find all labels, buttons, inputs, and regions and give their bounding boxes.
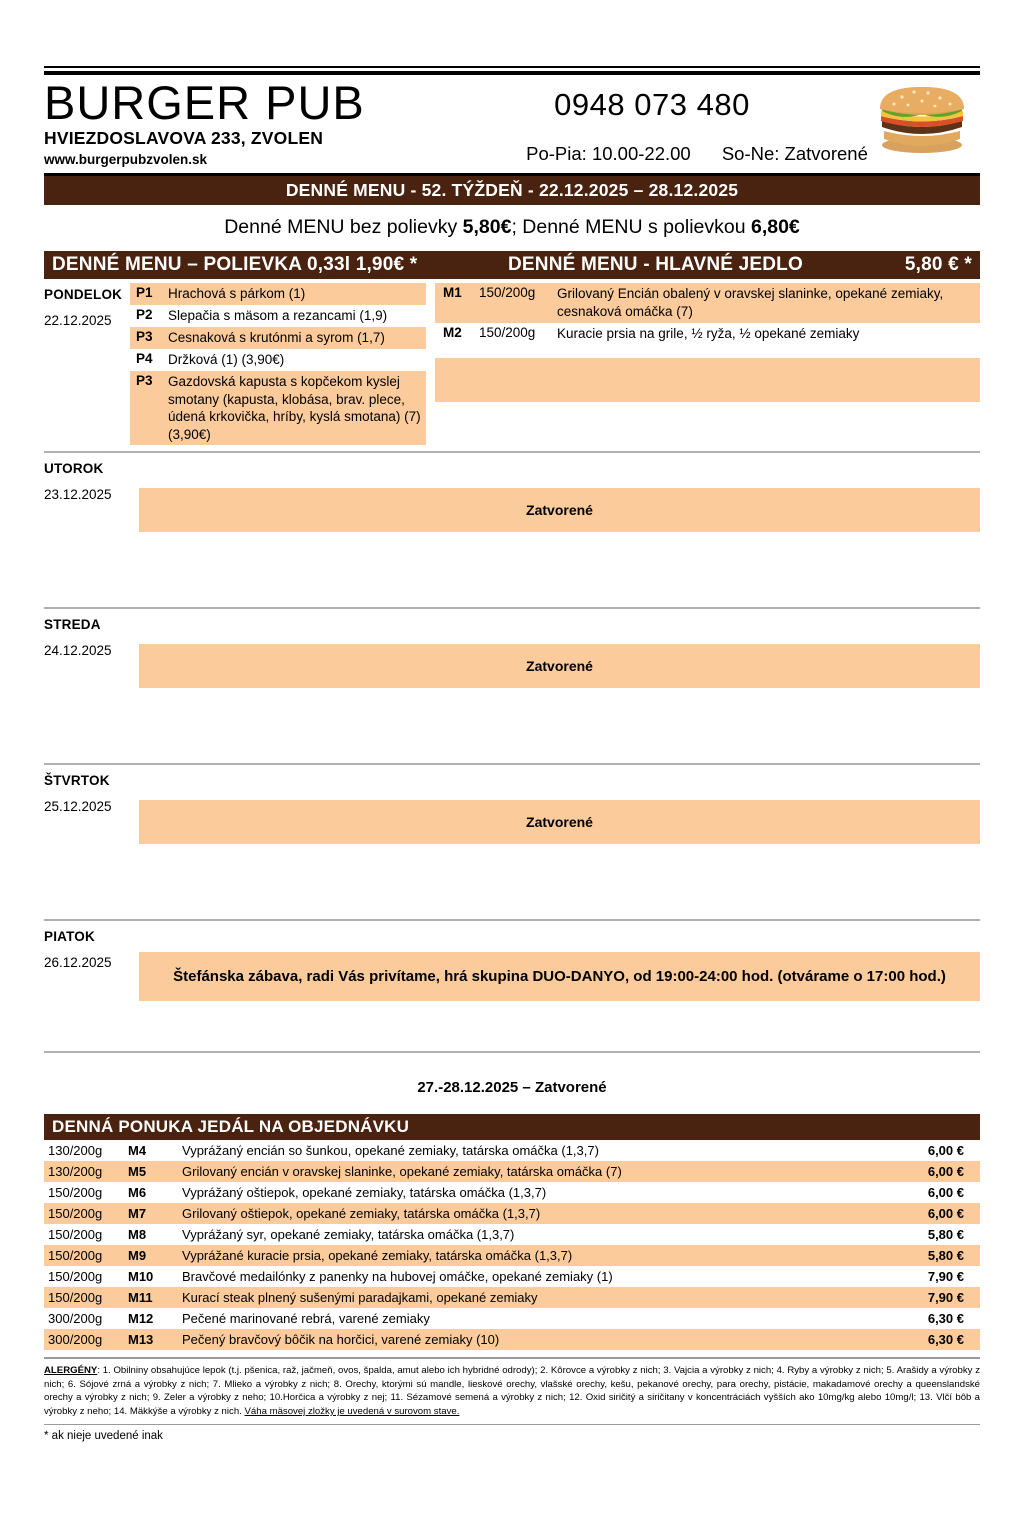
day-name: PONDELOK: [44, 287, 123, 302]
column-header-main-price: 5,80 € *: [904, 254, 972, 275]
row-desc: Pečený bravčový bôčik na horčici, varené zemiaky (10): [182, 1332, 500, 1348]
hours-weekday: Po-Pia: 10.00-22.00: [526, 143, 691, 164]
day-date: 23.12.2025: [44, 487, 112, 503]
main-row: [435, 323, 980, 345]
table-row: [44, 1182, 980, 1203]
table-row: [44, 1287, 980, 1308]
day-block-piatok: [44, 921, 980, 1045]
brand-block: [44, 76, 444, 167]
row-desc: Grilovaný oštiepok, opekané zemiaky, tatárska omáčka (1,3,7): [182, 1206, 541, 1222]
row-desc: Pečené marinované rebrá, varené zemiaky: [182, 1311, 430, 1327]
table-row: [44, 1245, 980, 1266]
soup-name: Držková (1) (3,90€): [168, 352, 285, 367]
contact-block: [444, 79, 980, 165]
soup-code: P3: [136, 329, 153, 344]
soup-code: P4: [136, 351, 153, 366]
soup-row: [130, 371, 426, 445]
main-desc: Grilovaný Encián obalený v oravskej slaninke, opekané zemiaky, cesnaková omáčka (7): [557, 286, 944, 320]
closed-band: Zatvorené: [139, 488, 980, 532]
row-price: 6,00 €: [927, 1143, 964, 1159]
soup-name: Gazdovská kapusta s kopčekom kyslej smotany (kapusta, klobása, brav. plece, údená krkovička, hríby, kyslá smotana) (7) (3,90€): [168, 374, 421, 442]
day-name: UTOROK: [44, 461, 104, 477]
table-row: [44, 1161, 980, 1182]
row-weight: 300/200g: [48, 1311, 103, 1327]
allergen-text: [44, 1359, 980, 1418]
row-code: M13: [128, 1332, 154, 1348]
soup-row: [130, 349, 426, 371]
row-desc: Vyprážané kuracie prsia, opekané zemiaky, tatárska omáčka (1,3,7): [182, 1248, 573, 1264]
row-code: M9: [128, 1248, 147, 1264]
soup-name: Hrachová s párkom (1): [168, 286, 306, 301]
main-code: M1: [443, 285, 462, 300]
order-menu-table: [44, 1140, 980, 1350]
day-name: ŠTVRTOK: [44, 773, 110, 789]
soup-name: Slepačia s mäsom a rezancami (1,9): [168, 308, 388, 323]
day-label-stvrtok: [44, 769, 130, 913]
row-price: 6,00 €: [927, 1164, 964, 1180]
row-desc: Grilovaný encián v oravskej slaninke, opekané zemiaky, tatárska omáčka (7): [182, 1164, 622, 1180]
row-code: M7: [128, 1206, 147, 1222]
table-row: [44, 1266, 980, 1287]
table-row: [44, 1329, 980, 1350]
burger-icon: [868, 81, 976, 155]
brand-website: www.burgerpubzvolen.sk: [44, 152, 208, 167]
row-code: M4: [128, 1143, 147, 1159]
day-name: PIATOK: [44, 929, 95, 945]
price-with-soup: 6,80€: [750, 216, 800, 238]
row-weight: 150/200g: [48, 1290, 103, 1306]
row-weight: 300/200g: [48, 1332, 103, 1348]
day-date: 22.12.2025: [44, 313, 112, 328]
day-label-utorok: [44, 457, 130, 601]
row-weight: 150/200g: [48, 1206, 103, 1222]
closed-band: Zatvorené: [139, 800, 980, 844]
day-name: STREDA: [44, 617, 101, 633]
main-code: M2: [443, 325, 462, 341]
row-desc: Bravčové medailónky z panenky na hubovej omáčke, opekané zemiaky (1): [182, 1269, 613, 1285]
row-desc: Kurací steak plnený sušenými paradajkami, opekané zemiaky: [182, 1290, 538, 1306]
soup-column-pondelok: [130, 283, 426, 445]
day-label-pondelok: [44, 283, 130, 445]
table-row: [44, 1140, 980, 1161]
row-weight: 130/200g: [48, 1143, 103, 1159]
price-without-soup: 5,80€: [462, 216, 512, 238]
main-row-empty: [435, 358, 980, 402]
event-band: Štefánska zábava, radi Vás privítame, hrá skupina DUO-DANYO, od 19:00-24:00 hod. (otvárame o 17:00 hod.): [139, 952, 980, 1001]
allergen-underlined-note: Váha mäsovej zložky je uvedená v surovom stave.: [244, 1406, 460, 1418]
week-title-bar: DENNÉ MENU - 52. TÝŽDEŇ - 22.12.2025 – 28.12.2025: [44, 176, 980, 205]
day-label-piatok: [44, 925, 130, 1045]
row-price: 5,80 €: [927, 1248, 964, 1264]
hours-weekend: So-Ne: Zatvorené: [721, 143, 868, 164]
price-note: [44, 216, 980, 239]
day-block-pondelok: [44, 279, 980, 445]
row-code: M12: [128, 1311, 154, 1327]
row-code: M8: [128, 1227, 147, 1243]
closed-band: Zatvorené: [139, 644, 980, 688]
row-desc: Vyprážaný syr, opekané zemiaky, tatárska omáčka (1,3,7): [182, 1227, 515, 1243]
row-desc: Vyprážaný oštiepok, opekané zemiaky, tatárska omáčka (1,3,7): [182, 1185, 547, 1201]
menu-page: [0, 66, 1024, 1514]
soup-code: P1: [136, 285, 153, 300]
row-price: 7,90 €: [927, 1269, 964, 1285]
top-rule-thin: [44, 66, 980, 68]
row-code: M6: [128, 1185, 147, 1201]
soup-name: Cesnaková s krutónmi a syrom (1,7): [168, 330, 385, 345]
row-code: M10: [128, 1269, 154, 1285]
table-row: [44, 1308, 980, 1329]
row-weight: 150/200g: [48, 1227, 103, 1243]
row-price: 6,30 €: [927, 1311, 964, 1327]
soup-row: [130, 305, 426, 327]
column-header-soup: DENNÉ MENU – POLIEVKA 0,33l 1,90€ *: [52, 254, 418, 275]
brand-title: BURGER PUB: [44, 76, 365, 129]
main-weight: 150/200g: [479, 285, 536, 300]
row-price: 5,80 €: [927, 1227, 964, 1243]
row-weight: 130/200g: [48, 1164, 103, 1180]
allergen-label: ALERGÉNY: [44, 1365, 98, 1377]
row-weight: 150/200g: [48, 1248, 103, 1264]
row-code: M5: [128, 1164, 147, 1180]
day-date: 24.12.2025: [44, 643, 112, 659]
soup-row: [130, 283, 426, 305]
weekend-note: 27.-28.12.2025 – Zatvorené: [417, 1079, 607, 1097]
row-weight: 150/200g: [48, 1185, 103, 1201]
soup-code: P3: [136, 373, 153, 388]
row-price: 6,00 €: [927, 1185, 964, 1201]
price-note-text-b: ; Denné MENU s polievkou: [511, 216, 751, 238]
table-row: [44, 1203, 980, 1224]
row-code: M11: [128, 1290, 153, 1306]
brand-address: HVIEZDOSLAVOVA 233, ZVOLEN: [44, 128, 324, 148]
order-menu-title-bar: DENNÁ PONUKA JEDÁL NA OBJEDNÁVKU: [44, 1114, 980, 1140]
column-header-bar: [44, 251, 980, 279]
allergen-body: : 1. Obilniny obsahujúce lepok (t.j. pšenica, raž, jačmeň, ovos, špalda, amut alebo ich hybridné odrody); 2. Kôrovce a výrobky z nich; 3. Vajcia a výrobky z nich; 4. Ryby a výrobky z nich; 5. Arašidy a výrobky z nich; 6. Sójové zrná a výrobky z nich; 7. Mlieko a výrobky z nich; 8. Orechy, ktorými sú mandle, lieskové orechy, vlašské orechy, kešu, pekanové orechy, para orechy, pistácie, makadamové orechy a queenslandské orechy a výrobky z nich; 9. Zeler a výrobky z neho; 10.Horčica a výrobky z nej; 11. Sézamové semená a výrobky z nich; 12. Oxid siričitý a siričitany v koncentráciách vyšších ako 10mg/kg alebo 10mg/l; 13. Vlčí bôb a výrobky z neho; 14. Mäkkýše a výrobky z nich.: [44, 1365, 980, 1418]
table-row: [44, 1224, 980, 1245]
row-price: 6,00 €: [927, 1206, 964, 1222]
row-price: 6,30 €: [927, 1332, 964, 1348]
masthead: [44, 75, 980, 167]
column-header-main: DENNÉ MENU - HLAVNÉ JEDLO: [508, 254, 803, 275]
phone-number: 0948 073 480: [554, 87, 750, 122]
main-desc: Kuracie prsia na grile, ½ ryža, ½ opekané zemiaky: [557, 326, 860, 342]
soup-row: [130, 327, 426, 349]
day-date: 26.12.2025: [44, 955, 112, 971]
row-desc: Vyprážaný encián so šunkou, opekané zemiaky, tatárska omáčka (1,3,7): [182, 1143, 599, 1159]
footnote: * ak nieje uvedené inak: [44, 1429, 163, 1442]
day-block-stvrtok: [44, 765, 980, 913]
day-date: 25.12.2025: [44, 799, 112, 815]
main-column-pondelok: [435, 283, 980, 445]
price-note-text-a: Denné MENU bez polievky: [224, 216, 463, 238]
main-row: [435, 283, 980, 323]
main-weight: 150/200g: [479, 325, 536, 341]
day-block-streda: [44, 609, 980, 757]
day-block-utorok: [44, 453, 980, 601]
soup-code: P2: [136, 307, 153, 322]
row-price: 7,90 €: [927, 1290, 964, 1306]
day-label-streda: [44, 613, 130, 757]
row-weight: 150/200g: [48, 1269, 103, 1285]
